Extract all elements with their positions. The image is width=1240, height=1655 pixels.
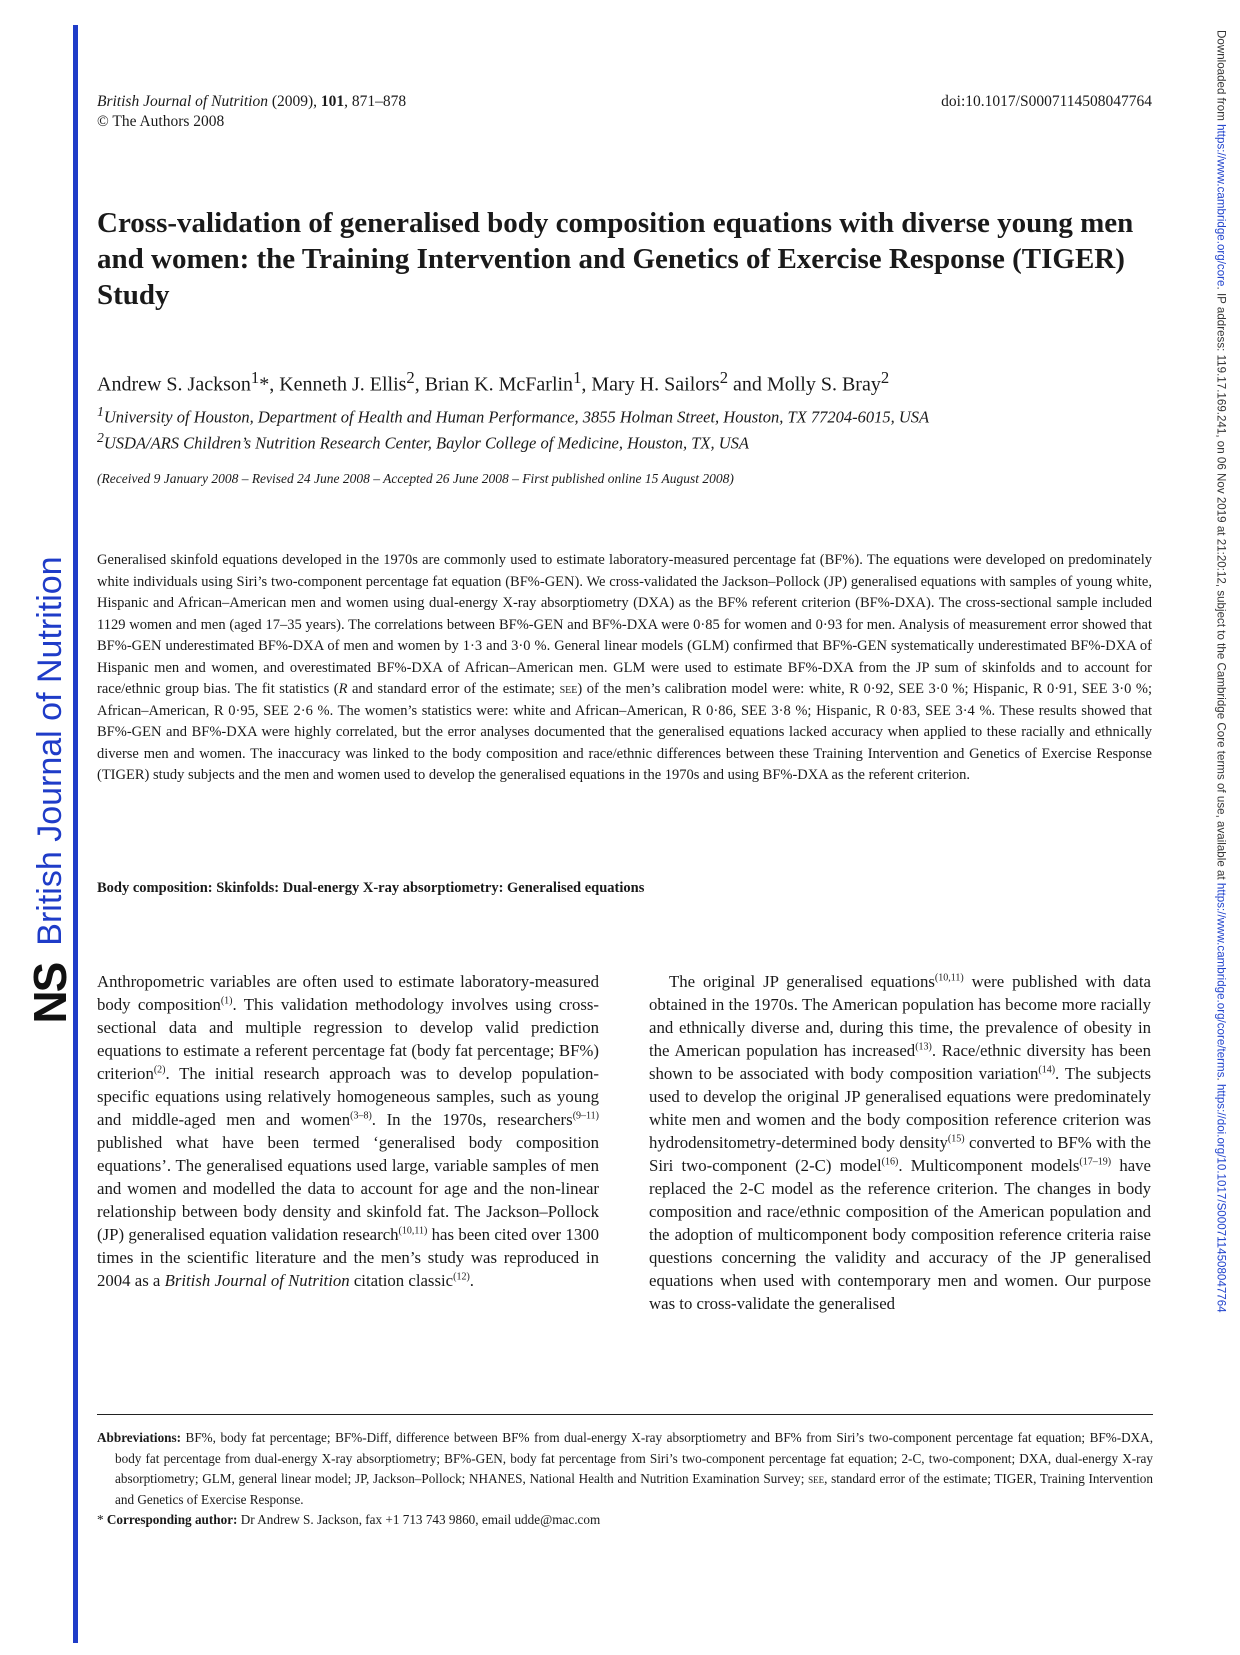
core-link[interactable]: https://www.cambridge.org/core: [1214, 124, 1228, 287]
body-text: . Multicomponent models: [898, 1156, 1080, 1175]
author-affil-sup: 1: [250, 368, 260, 387]
author-name: Mary H. Sailors: [591, 373, 720, 396]
author-affil-sup: 2: [406, 368, 415, 387]
citation-ref: (17–19): [1079, 1156, 1112, 1168]
header-doi: doi:10.1017/S0007114508047764: [941, 93, 1152, 110]
citation-ref: (3–8): [350, 1110, 372, 1122]
abstract-text: and standard error of the estimate;: [347, 681, 560, 697]
abstract-see: see: [559, 681, 578, 697]
ns-logo: NS: [24, 963, 76, 1024]
download-middle: . IP address: 119.17.169.241, on 06 Nov 2019 at 21:20:12, subject to the Cambridge Core terms of use, available at: [1214, 286, 1228, 880]
side-journal-logo: [10, 556, 90, 1024]
body-column-right: [649, 970, 1151, 1315]
citation-ref: (16): [881, 1156, 899, 1168]
citation-ref: (14): [1038, 1064, 1056, 1076]
body-text: . Race/ethnic diversity has been shown to be associated with body composition variation: [649, 1041, 1151, 1083]
abstract-text: ) of the men’s calibration model were: white, R 0·92, SEE 3·0 %; Hispanic, R 0·91, SEE 3·0 %; African–American, R 0·95, SEE 2·6 %. The women’s statistics were: white and African–American, R 0·86, SEE 3·8 %; Hispanic, R 0·83, SEE 3·4 %. These results showed that BF%-GEN and BF%-DXA were highly correlated, but the error analyses documented that the generalised equations lacked accuracy when applied to these racially and ethnically diverse men and women. The inaccuracy was linked to the body composition and race/ethnic differences between these Training Intervention and Genetics of Exercise Response (TIGER) study subjects and the men and women used to develop the generalised equations in the 1970s and using BF%-DXA as the referent criterion.: [97, 681, 1153, 783]
body-text: published what have been termed ‘generalised body composition equations’. The generalised equations used large, variable samples of men and women and modelled the data to account for age and the non-linear relationship between body density and skinfold fat. The Jackson–Pollock (JP) generalised equation validation research: [97, 1133, 599, 1244]
body-text: converted to BF% with the Siri two-component (2-C) model: [649, 1133, 1151, 1175]
header-journal: British Journal of Nutrition: [97, 93, 268, 110]
abstract-r: R: [338, 681, 348, 697]
affiliation-num: 2: [97, 430, 104, 445]
author-name: Andrew S. Jackson: [97, 373, 251, 396]
abbreviations-label: Abbreviations:: [97, 1430, 182, 1445]
corresponding-star: *: [97, 1512, 104, 1527]
citation-ref: (10,11): [934, 972, 964, 984]
corresponding-label: Corresponding author:: [106, 1512, 238, 1527]
body-text: . This validation methodology involves using cross-sectional data and multiple regression to develop valid prediction equations to estimate a referent percentage fat (body fat percentage; BF%) criterion: [97, 995, 600, 1083]
affiliation-text: USDA/ARS Children’s Nutrition Research Center, Baylor College of Medicine, Houston, TX, USA: [103, 433, 749, 453]
abstract: [97, 550, 1152, 787]
download-sep: .: [1214, 1077, 1228, 1081]
citation-ref: (1): [220, 995, 233, 1007]
abbreviation-see: see: [808, 1471, 825, 1486]
received-dates: (Received 9 January 2008 – Revised 24 June 2008 – Accepted 26 June 2008 – First published online 15 August 2008): [97, 471, 734, 486]
body-text: were published with data obtained in the 1970s. The American population has become more racially and ethnically diverse and, during this time, the prevalence of obesity in the American population has increased: [649, 972, 1151, 1060]
footnotes: [97, 1428, 1153, 1531]
body-text: Anthropometric variables are often used to estimate laboratory-measured body composition: [97, 972, 599, 1014]
body-text: . In the 1970s, researchers: [371, 1110, 573, 1129]
affiliation-1: [97, 404, 929, 428]
body-text: The original JP generalised equations: [669, 972, 935, 991]
footnote-rule: [97, 1414, 1153, 1415]
citation-ref: (13): [915, 1041, 932, 1053]
header-volume: 101: [320, 93, 345, 110]
terms-link[interactable]: https://www.cambridge.org/core/terms: [1214, 882, 1228, 1078]
doi-link[interactable]: https://doi.org/10.1017/S0007114508047764: [1214, 1083, 1228, 1313]
corresponding-text: Dr Andrew S. Jackson, fax +1 713 743 9860, email udde@mac.com: [237, 1512, 601, 1527]
affiliation-2: [97, 430, 749, 454]
body-text: has been cited over 1300 times in the scientific literature and the men’s study was reproduced in 2004 as a: [97, 1225, 599, 1290]
author-name: Kenneth J. Ellis: [279, 373, 407, 396]
body-text: .: [469, 1271, 474, 1290]
author-affil-sup: 1: [573, 368, 582, 387]
abstract-text: Generalised skinfold equations developed in the 1970s are commonly used to estimate laboratory-measured percentage fat (BF%). The equations were developed on predominately white individuals using Siri’s two-component percentage fat equation (BF%-GEN). We cross-validated the Jackson–Pollock (JP) generalised equations with samples of young white, Hispanic and African–American men and women using dual-energy X-ray absorptiometry (DXA) as the BF% referent criterion (BF%-DXA). The cross-sectional sample included 1129 women and men (aged 17–35 years). The correlations between BF%-GEN and BF%-DXA were 0·85 for women and 0·93 for men. Analysis of measurement error showed that BF%-GEN underestimated BF%-DXA of men and women by 1·3 and 3·0 %. General linear models (GLM) confirmed that BF%-GEN systematically underestimated BF%-DXA of Hispanic men and women, and overestimated BF%-DXA of African–American men. GLM were used to estimate BF%-DXA from the JP sum of skinfolds and to account for race/ethnic group bias. The fit statistics (: [97, 552, 1152, 697]
citation-ref: (15): [947, 1133, 965, 1145]
side-journal-name: British Journal of Nutrition: [30, 556, 69, 946]
affiliation-num: 1: [97, 404, 104, 419]
body-text: . The subjects used to develop the original JP generalised equations were predominately white men and women and the body composition reference criterion was hydrodensitometry-determined body density: [649, 1064, 1152, 1152]
affiliation-text: University of Houston, Department of Health and Human Performance, 3855 Holman Street, Houston, TX 77204-6015, USA: [103, 407, 930, 427]
corresponding-note: [97, 1510, 1153, 1531]
article-title: Cross-validation of generalised body composition equations with diverse young men and women: the Training Intervention and Genetics of Exercise Response (TIGER) Study: [97, 207, 1134, 311]
body-text: citation classic: [349, 1271, 454, 1290]
header-copyright: © The Authors 2008: [97, 113, 225, 130]
corresponding-mark: *: [259, 373, 270, 396]
abbreviations-text: , standard error of the estimate; TIGER, Training Intervention and Genetics of Exercise Response.: [115, 1471, 1153, 1507]
citation-ref: (12): [453, 1271, 470, 1283]
body-column-left: [97, 970, 599, 1292]
body-text: . The initial research approach was to develop population-specific equations using relatively homogeneous samples, such as young and middle-aged men and women: [97, 1064, 599, 1129]
body-text: have replaced the 2-C model as the reference criterion. The changes in body composition and race/ethnic composition of the American population and the adoption of multicomponent body composition reference criteria raise questions concerning the validity and accuracy of the JP generalised equations when used with contemporary men and women. Our purpose was to cross-validate the generalised: [649, 1156, 1152, 1313]
citation-ref: (9–11): [572, 1110, 599, 1122]
citation-ref: (2): [153, 1064, 166, 1076]
author-affil-sup: 2: [719, 368, 729, 387]
header-pages: , 871–878: [344, 93, 407, 110]
journal-italic: British Journal of Nutrition: [164, 1271, 350, 1290]
citation-ref: (10,11): [398, 1225, 428, 1237]
author-name: Brian K. McFarlin: [424, 373, 574, 396]
abbreviations-text: BF%, body fat percentage; BF%-Diff, difference between BF% from dual-energy X-ray absorptiometry and BF% from Siri’s two-component percentage fat equation; BF%-DXA, body fat percentage from dual-energy X-ray absorptiometry; BF%-GEN, body fat percentage from Siri’s two-component percentage fat equation; 2-C, two-component; DXA, dual-energy X-ray absorptiometry; GLM, general linear model; JP, Jackson–Pollock; NHANES, National Health and Nutrition Examination Survey;: [115, 1430, 1153, 1486]
author-name: Molly S. Bray: [766, 373, 881, 396]
header-year: (2009),: [271, 93, 318, 110]
abbreviations-note: [97, 1428, 1153, 1510]
keywords: Body composition: Skinfolds: Dual-energy X-ray absorptiometry: Generalised equations: [97, 880, 645, 896]
download-prefix: Downloaded from: [1214, 30, 1228, 121]
author-list: Andrew S. Jackson$^1$*, Kenneth J. Ellis$^2$, Brian K. McFarlin$^1$, Mary H. Sailors$^2$ and Molly S. Bray$^2$: [97, 368, 890, 396]
download-notice: [1210, 30, 1232, 1510]
author-affil-sup: 2: [880, 368, 890, 387]
citation: [97, 92, 406, 132]
